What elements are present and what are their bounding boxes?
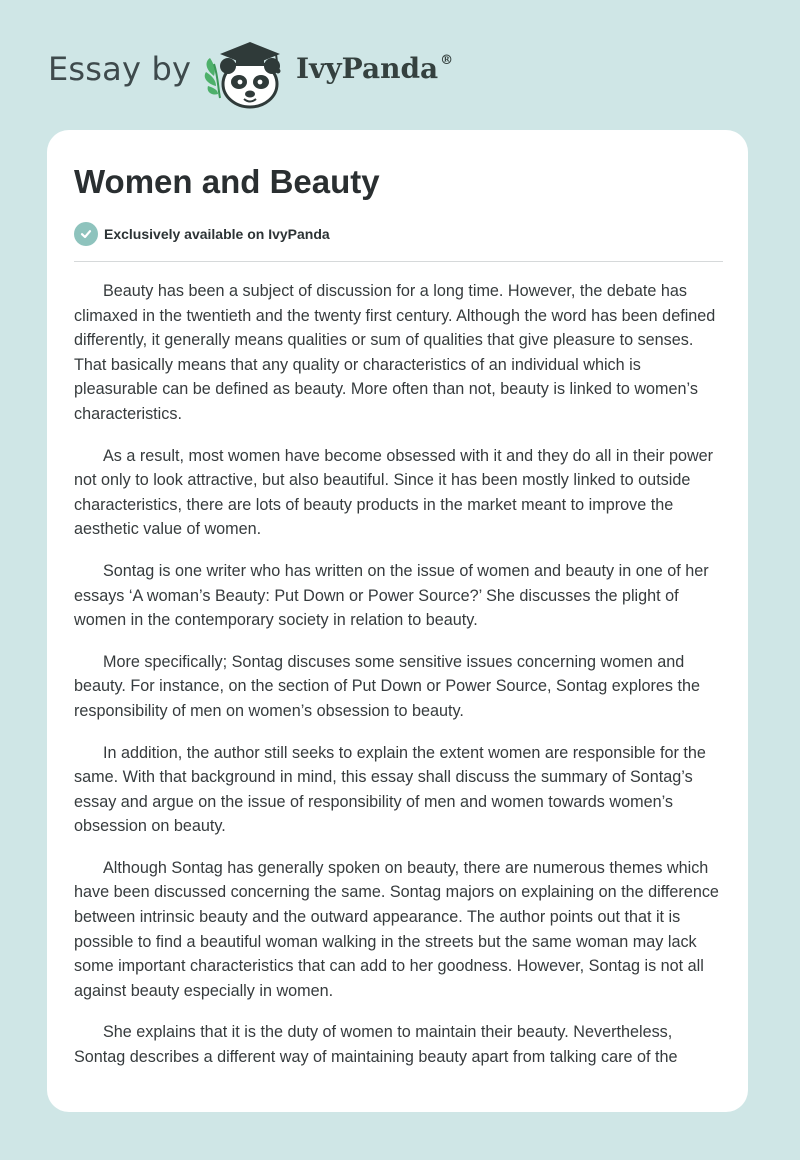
essay-title: Women and Beauty [74,163,380,200]
title-divider [74,261,723,262]
essay-paragraph: Beauty has been a subject of discussion for a long time. However, the debate has climaxed in the twentieth and the twenty first century. Although the word has been defined differently, it generally means qualities or sum of qualities that give pleasure to senses. That basically means that any quality or characteristics of an individual which is pleasurable can be defined as beauty. More often than not, beauty is linked to women’s characteristics. [74,282,716,423]
essay-paragraph: She explains that it is the duty of women to maintain their beauty. Nevertheless, Sontag describes a different way of maintaining beauty apart from talking care of the [74,1023,678,1067]
exclusive-badge [74,222,330,246]
exclusive-label: Exclusively available on IvyPanda [104,226,330,242]
essay-body [74,279,724,1087]
brand-name[interactable] [296,52,453,85]
essay-paragraph: As a result, most women have become obsessed with it and they do all in their power not only to look attractive, but also beautiful. Since it has been mostly linked to outside characteristics, there are lots of beauty products in the market meant to improve the aesthetic value of women. [74,446,714,539]
essay-paragraph: Sontag is one writer who has written on the issue of women and beauty in one of her essays ‘A woman’s Beauty: Put Down or Power Source?’ She discusses the plight of women in the contemporary society in relation to beauty. [74,561,709,630]
registered-mark: ® [440,52,454,68]
essay-card [47,130,748,1112]
essay-by-label: Essay by [48,50,192,88]
check-icon [74,222,98,246]
leaf-icon [205,58,220,98]
essay-paragraph: Although Sontag has generally spoken on beauty, there are numerous themes which have been discussed concerning the same. Sontag majors on explaining on the difference between intrinsic beauty and the outward appearance. The author points out that it is possible to find a beautiful woman walking in the streets but the same woman may lack some important characteristics that can add to her goodness. However, Sontag is not all against beauty especially in women. [74,858,719,1000]
brand-wordmark: IvyPanda [296,52,439,85]
essay-paragraph: More specifically; Sontag discuses some sensitive issues concerning women and beauty. For instance, on the section of Put Down or Power Source, Sontag explores the responsibility of men on women’s obsession to beauty. [74,652,700,720]
essay-paragraph: In addition, the author still seeks to explain the extent women are responsible for the same. With that background in mind, this essay shall discuss the summary of Sontag’s essay and argue on the issue of responsibility of men and women towards women’s obsession on beauty. [74,743,706,836]
ivypanda-logo-icon[interactable] [200,36,290,110]
site-header [0,0,800,130]
